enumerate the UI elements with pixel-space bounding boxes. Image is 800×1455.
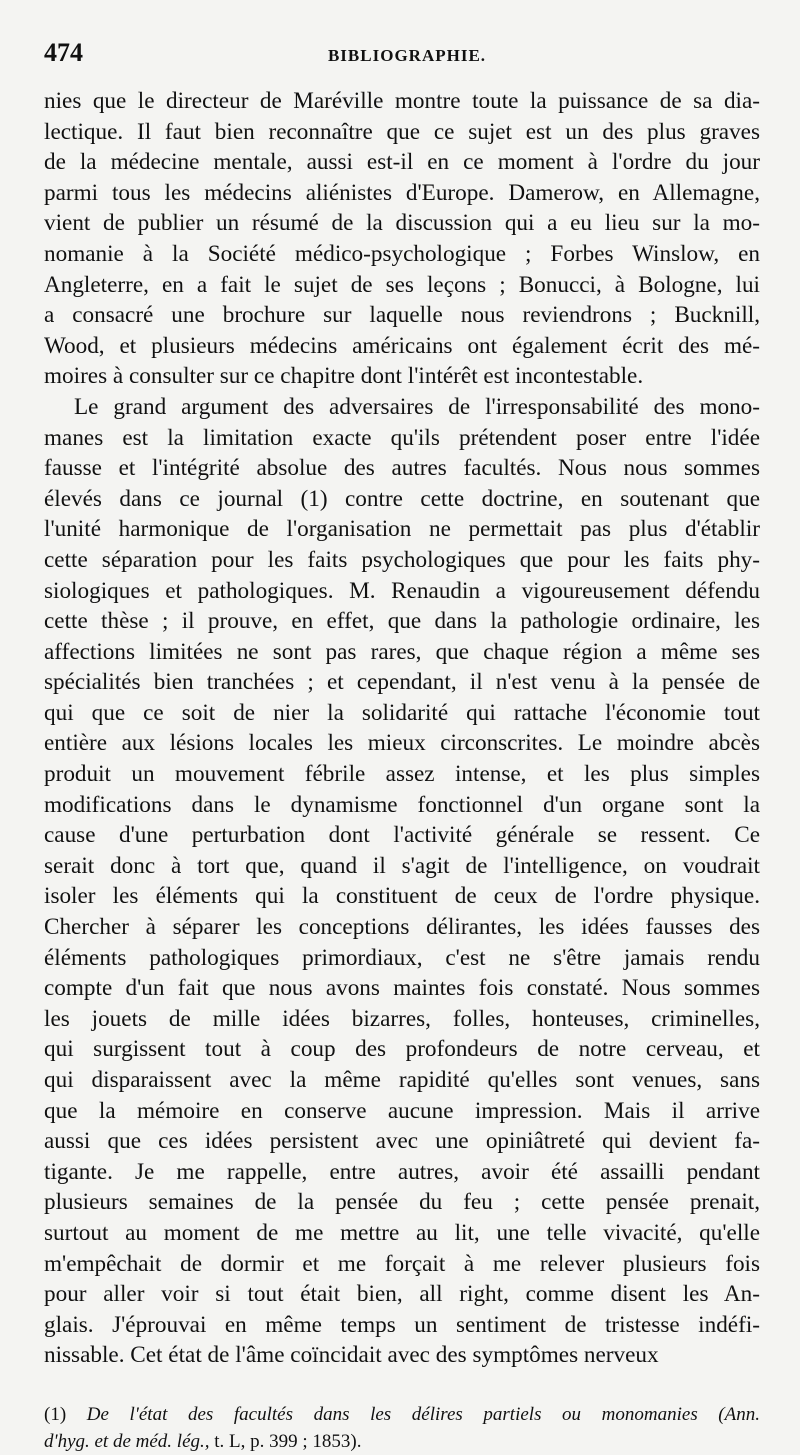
running-title: BIBLIOGRAPHIE. [327, 46, 487, 65]
text-line: que la mémoire en conserve aucune impression. Mais il arrive [44, 1097, 760, 1124]
footnote-marker: (1) [44, 1403, 67, 1425]
text-line: spécialités bien tranchées ; et cependant, il n'est venu à la pensée de [44, 669, 760, 696]
text-line: Chercher à séparer les conceptions délirantes, les idées fausses des [44, 914, 760, 941]
text-line: l'unité harmonique de l'organisation ne permettait pas plus d'établir [44, 516, 760, 543]
text-line: qui surgissent tout à coup des profondeurs de notre cerveau, et [44, 1036, 760, 1063]
text-line: fausse et l'intégrité absolue des autres facultés. Nous nous sommes [44, 455, 760, 482]
text-line: moires à consulter sur ce chapitre dont l'intérêt est incontestable. [44, 363, 644, 390]
footnote-line-2 [44, 1428, 760, 1455]
text-line: siologiques et pathologiques. M. Renaudin a vigoureusement défendu [44, 577, 760, 604]
text-line: qui que ce soit de nier la solidarité qui rattache l'économie tout [44, 699, 760, 726]
text-line: cause d'une perturbation dont l'activité générale se ressent. Ce [44, 822, 760, 849]
paragraph-2 [44, 392, 760, 1371]
text-line: entière aux lésions locales les mieux circonscrites. Le moindre abcès [44, 730, 760, 757]
text-line: Wood, et plusieurs médecins américains ont également écrit des mé- [44, 332, 760, 359]
text-line: Angleterre, en a fait le sujet de ses leçons ; Bonucci, à Bologne, lui [44, 271, 760, 298]
text-line: affections limitées ne sont pas rares, que chaque région a même ses [44, 638, 760, 665]
text-line: aussi que ces idées persistent avec une opiniâtreté qui devient fa- [44, 1128, 760, 1155]
text-line: m'empêchait de dormir et me forçait à me relever plusieurs fois [44, 1250, 760, 1277]
text-line: a consacré une brochure sur laquelle nous reviendrons ; Bucknill, [44, 302, 760, 329]
text-line: parmi tous les médecins aliénistes d'Europe. Damerow, en Allemagne, [44, 179, 760, 206]
footnote-line-1 [44, 1401, 760, 1428]
text-line: cette séparation pour les faits psychologiques que pour les faits phy- [44, 546, 760, 573]
page-number: 474 [44, 38, 83, 67]
text-line: isoler les éléments qui la constituent de ceux de l'ordre physique. [44, 883, 760, 910]
text-line: lectique. Il faut bien reconnaître que ce sujet est un des plus graves [44, 118, 760, 145]
text-line: les jouets de mille idées bizarres, folles, honteuses, criminelles, [44, 1005, 760, 1032]
text-line: nomanie à la Société médico-psychologique ; Forbes Winslow, en [44, 240, 760, 267]
body-text [44, 86, 760, 1371]
text-line: qui disparaissent avec la même rapidité qu'elles sont venues, sans [44, 1067, 760, 1093]
text-line: élevés dans ce journal (1) contre cette doctrine, en soutenant que [44, 485, 760, 512]
text-line: manes est la limitation exacte qu'ils prétendent poser entre l'idée [44, 424, 760, 451]
footnote [44, 1401, 760, 1455]
text-line: pour aller voir si tout était bien, all right, comme disent les An- [44, 1281, 760, 1308]
text-line: produit un mouvement fébrile assez intense, et les plus simples [44, 761, 760, 788]
footnote-text-2: d'hyg. et de méd. lég., [44, 1430, 210, 1452]
text-line: nissable. Cet état de l'âme coïncidait avec des symptômes nerveux [44, 1342, 659, 1369]
footnote-text-1: De l'état des facultés dans les délires partiels ou monomanies (Ann. [86, 1403, 760, 1425]
footnote-citation: t. L, p. 399 ; 1853). [209, 1430, 362, 1452]
text-line: compte d'un fait que nous avons maintes fois constaté. Nous sommes [44, 975, 760, 1002]
text-line: vient de publier un résumé de la discussion qui a eu lieu sur la mo- [44, 210, 760, 237]
text-line: cette thèse ; il prouve, en effet, que dans la pathologie ordinaire, les [44, 608, 760, 635]
text-line: éléments pathologiques primordiaux, c'est ne s'être jamais rendu [44, 944, 760, 971]
text-line: surtout au moment de me mettre au lit, une telle vivacité, qu'elle [44, 1219, 760, 1246]
text-line: tigante. Je me rappelle, entre autres, avoir été assailli pendant [44, 1158, 760, 1185]
text-line: glais. J'éprouvai en même temps un sentiment de tristesse indéfi- [44, 1311, 760, 1338]
text-line: Le grand argument des adversaires de l'irresponsabilité des mono- [74, 393, 760, 420]
text-line: plusieurs semaines de la pensée du feu ; cette pensée prenait, [44, 1189, 760, 1216]
text-line: modifications dans le dynamisme fonctionnel d'un organe sont la [44, 791, 760, 818]
text-line: de la médecine mentale, aussi est-il en ce moment à l'ordre du jour [44, 149, 760, 176]
paragraph-1 [44, 86, 760, 392]
page-header [44, 38, 760, 78]
text-line: nies que le directeur de Maréville montre toute la puissance de sa dia- [44, 88, 760, 114]
text-line: serait donc à tort que, quand il s'agit de l'intelligence, on voudrait [44, 852, 760, 879]
